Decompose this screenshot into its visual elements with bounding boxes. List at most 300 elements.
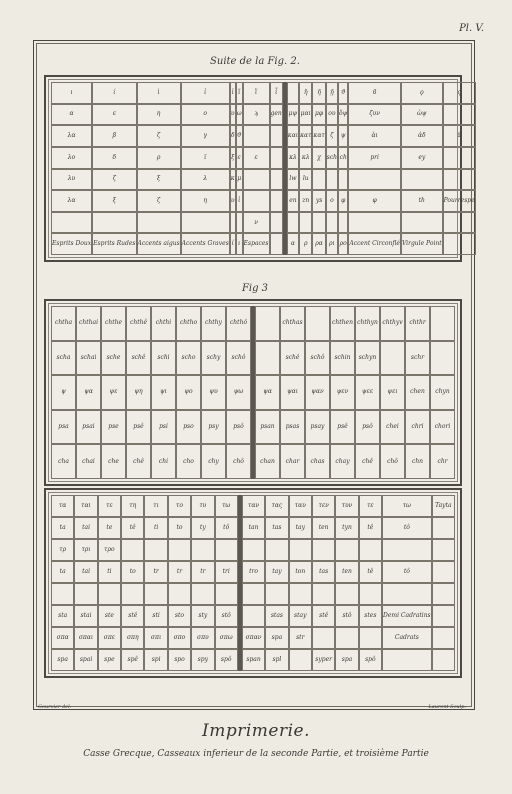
type-compartment: ϊ bbox=[181, 147, 230, 169]
type-compartment: ψυ bbox=[201, 375, 226, 410]
type-compartment: ἶ bbox=[270, 82, 283, 104]
type-compartment: spe bbox=[98, 649, 121, 671]
type-compartment: Virgule Point bbox=[401, 233, 443, 255]
type-compartment bbox=[236, 212, 243, 234]
type-compartment bbox=[443, 233, 476, 255]
type-compartment: τρο bbox=[98, 539, 121, 561]
type-compartment: σπω bbox=[215, 627, 238, 649]
type-compartment bbox=[265, 539, 288, 561]
type-compartment: psô bbox=[226, 410, 251, 445]
type-compartment: stê bbox=[121, 605, 144, 627]
type-compartment bbox=[181, 212, 230, 234]
type-compartment bbox=[242, 539, 265, 561]
type-compartment bbox=[144, 583, 167, 605]
type-compartment: ῇ bbox=[326, 82, 338, 104]
type-compartment: tai bbox=[74, 561, 97, 583]
type-compartment: chtho bbox=[176, 306, 201, 341]
type-compartment: sta bbox=[51, 605, 74, 627]
type-compartment: ψει bbox=[380, 375, 405, 410]
type-compartment: psê bbox=[126, 410, 151, 445]
type-compartment: spl bbox=[265, 649, 288, 671]
type-compartment bbox=[359, 583, 382, 605]
type-compartment bbox=[270, 190, 283, 212]
type-compartment: ὄψ bbox=[338, 104, 348, 126]
type-compartment: τε bbox=[359, 495, 382, 517]
type-compartment bbox=[312, 212, 325, 234]
type-compartment: tyn bbox=[335, 517, 358, 539]
type-compartment: τε bbox=[98, 495, 121, 517]
type-compartment: zn bbox=[299, 190, 312, 212]
type-compartment: cha bbox=[51, 444, 76, 479]
plate-subtitle: Casse Grecque, Casseaux inferieur de la seconde Partie, et troisième Partie bbox=[83, 749, 429, 759]
type-compartment: stes bbox=[359, 605, 382, 627]
type-compartment: chê bbox=[126, 444, 151, 479]
type-compartment: ten bbox=[335, 561, 358, 583]
type-compartment: λα bbox=[51, 190, 92, 212]
type-compartment: ψ bbox=[338, 125, 348, 147]
type-compartment: ρ bbox=[299, 233, 312, 255]
type-compartment: chthen bbox=[330, 306, 355, 341]
type-compartment: spa bbox=[335, 649, 358, 671]
type-compartment: tô bbox=[215, 517, 238, 539]
type-compartment: tô bbox=[382, 517, 432, 539]
type-compartment: ε bbox=[243, 147, 270, 169]
type-compartment: ι bbox=[236, 233, 243, 255]
type-compartment: en bbox=[287, 190, 299, 212]
type-compartment bbox=[287, 82, 299, 104]
type-compartment: spo bbox=[168, 649, 191, 671]
type-compartment: tai bbox=[74, 517, 97, 539]
type-compartment bbox=[243, 190, 270, 212]
type-compartment: sti bbox=[144, 605, 167, 627]
type-compartment: τρι bbox=[74, 539, 97, 561]
type-compartment: chthê bbox=[126, 306, 151, 341]
type-compartment: ψο bbox=[176, 375, 201, 410]
type-compartment: chthyn bbox=[355, 306, 380, 341]
type-compartment: scho bbox=[176, 341, 201, 376]
type-compartment: ε bbox=[92, 104, 136, 126]
type-compartment: ys bbox=[312, 190, 325, 212]
type-compartment: τρ bbox=[51, 539, 74, 561]
type-compartment: Accent Circonflé bbox=[348, 233, 401, 255]
type-compartment bbox=[335, 539, 358, 561]
type-compartment: schê bbox=[126, 341, 151, 376]
type-compartment: schyn bbox=[355, 341, 380, 376]
type-compartment: lu bbox=[299, 169, 312, 191]
fig3-lower-grid bbox=[51, 495, 455, 671]
type-compartment: chô bbox=[380, 444, 405, 479]
type-compartment bbox=[312, 169, 325, 191]
type-compartment bbox=[432, 605, 455, 627]
type-compartment bbox=[348, 169, 401, 191]
type-compartment: tri bbox=[215, 561, 238, 583]
type-compartment: ψαι bbox=[280, 375, 305, 410]
type-compartment bbox=[432, 561, 455, 583]
plate-title: Imprimerie. bbox=[202, 721, 310, 741]
type-compartment bbox=[432, 517, 455, 539]
type-compartment: psy bbox=[201, 410, 226, 445]
type-compartment bbox=[287, 212, 299, 234]
type-compartment bbox=[432, 539, 455, 561]
type-compartment bbox=[401, 169, 443, 191]
type-compartment: chy bbox=[201, 444, 226, 479]
type-compartment: tro bbox=[242, 561, 265, 583]
type-compartment: te bbox=[98, 517, 121, 539]
type-compartment: chê bbox=[355, 444, 380, 479]
type-compartment: σπαν bbox=[242, 627, 265, 649]
type-compartment: schô bbox=[305, 341, 330, 376]
type-compartment: spô bbox=[359, 649, 382, 671]
type-compartment: Tayta bbox=[432, 495, 455, 517]
type-compartment: ψεε bbox=[355, 375, 380, 410]
type-compartment: μφ bbox=[312, 104, 325, 126]
type-compartment: ti bbox=[144, 517, 167, 539]
type-compartment: tay bbox=[289, 517, 312, 539]
type-compartment: Cadrats bbox=[382, 627, 432, 649]
type-compartment: ρο bbox=[338, 233, 348, 255]
type-compartment: ψε bbox=[101, 375, 126, 410]
type-compartment: τω bbox=[215, 495, 238, 517]
type-compartment: tô bbox=[382, 561, 432, 583]
type-compartment bbox=[443, 169, 476, 191]
type-compartment: ψα bbox=[76, 375, 101, 410]
type-compartment: schê bbox=[280, 341, 305, 376]
type-compartment: ψ bbox=[51, 375, 76, 410]
type-compartment: σπαι bbox=[74, 627, 97, 649]
type-compartment: ξ bbox=[92, 190, 136, 212]
type-compartment: ῆ bbox=[312, 82, 325, 104]
type-compartment: ψα bbox=[255, 375, 280, 410]
type-compartment bbox=[312, 627, 335, 649]
type-compartment: ἀι bbox=[348, 125, 401, 147]
plate-number: Pl. V. bbox=[459, 23, 484, 34]
fig2-case bbox=[44, 75, 475, 262]
type-compartment: ϡ bbox=[243, 104, 270, 126]
type-compartment: psan bbox=[255, 410, 280, 445]
type-compartment: psê bbox=[330, 410, 355, 445]
type-compartment: γ bbox=[181, 125, 230, 147]
type-compartment bbox=[191, 583, 214, 605]
type-compartment bbox=[326, 212, 338, 234]
type-compartment bbox=[265, 583, 288, 605]
type-compartment bbox=[168, 539, 191, 561]
type-compartment: β bbox=[92, 125, 136, 147]
type-compartment: ν bbox=[243, 212, 270, 234]
type-compartment: ται bbox=[74, 495, 97, 517]
type-compartment: ψι bbox=[151, 375, 176, 410]
type-compartment: psô bbox=[355, 410, 380, 445]
type-compartment: tê bbox=[121, 517, 144, 539]
type-compartment: σπο bbox=[168, 627, 191, 649]
type-compartment bbox=[243, 169, 270, 191]
type-compartment: ste bbox=[98, 605, 121, 627]
type-compartment: ε bbox=[236, 147, 243, 169]
type-compartment: ϙ bbox=[401, 82, 443, 104]
type-compartment: ch bbox=[338, 147, 348, 169]
type-compartment: ten bbox=[312, 517, 335, 539]
type-compartment: syper bbox=[312, 649, 335, 671]
type-compartment: schr bbox=[405, 341, 430, 376]
type-compartment bbox=[432, 627, 455, 649]
type-compartment bbox=[443, 104, 476, 126]
type-compartment: chei bbox=[380, 410, 405, 445]
type-compartment: ρα bbox=[312, 233, 325, 255]
type-compartment: psa bbox=[51, 410, 76, 445]
type-compartment: το bbox=[168, 495, 191, 517]
type-compartment bbox=[74, 583, 97, 605]
type-compartment: chri bbox=[405, 410, 430, 445]
type-compartment: ψαν bbox=[305, 375, 330, 410]
type-compartment: spy bbox=[191, 649, 214, 671]
type-compartment bbox=[168, 583, 191, 605]
type-compartment: ϛ bbox=[443, 82, 476, 104]
fig2-grid bbox=[51, 82, 475, 255]
type-compartment: ω bbox=[236, 104, 243, 126]
type-compartment: ο bbox=[326, 190, 338, 212]
type-compartment: lw bbox=[287, 169, 299, 191]
type-compartment: λυ bbox=[51, 169, 92, 191]
type-compartment bbox=[382, 583, 432, 605]
type-compartment: ζ bbox=[92, 169, 136, 191]
type-compartment: chthy bbox=[201, 306, 226, 341]
type-compartment: τη bbox=[121, 495, 144, 517]
type-compartment bbox=[326, 169, 338, 191]
type-compartment bbox=[443, 212, 476, 234]
type-compartment: η bbox=[181, 190, 230, 212]
type-compartment: spi bbox=[144, 649, 167, 671]
type-compartment: gen bbox=[270, 104, 283, 126]
type-compartment: ί bbox=[230, 233, 236, 255]
type-compartment: stô bbox=[215, 605, 238, 627]
type-compartment bbox=[242, 583, 265, 605]
type-compartment: κατ bbox=[312, 125, 325, 147]
type-compartment: spê bbox=[121, 649, 144, 671]
type-compartment: Demi Cadratins bbox=[382, 605, 432, 627]
type-compartment: τα bbox=[51, 495, 74, 517]
type-compartment: sty bbox=[191, 605, 214, 627]
type-compartment: υ bbox=[230, 104, 236, 126]
type-compartment bbox=[98, 583, 121, 605]
type-compartment: ψεν bbox=[330, 375, 355, 410]
type-compartment: chthas bbox=[280, 306, 305, 341]
fig2-caption: Suite de la Fig. 2. bbox=[210, 56, 300, 67]
type-compartment: ταν bbox=[242, 495, 265, 517]
type-compartment bbox=[137, 212, 181, 234]
type-compartment: tê bbox=[359, 561, 382, 583]
type-compartment: τυ bbox=[191, 495, 214, 517]
type-compartment: chori bbox=[430, 410, 455, 445]
engraver-right: Laurent Sculp. bbox=[428, 704, 466, 710]
type-compartment: α bbox=[287, 233, 299, 255]
type-compartment: chthyv bbox=[380, 306, 405, 341]
type-compartment: chas bbox=[305, 444, 330, 479]
type-compartment: stas bbox=[265, 605, 288, 627]
type-compartment: spa bbox=[51, 649, 74, 671]
type-compartment: psai bbox=[76, 410, 101, 445]
type-compartment bbox=[270, 233, 283, 255]
type-compartment: υ bbox=[230, 190, 236, 212]
type-compartment: chthai bbox=[76, 306, 101, 341]
type-compartment: ty bbox=[191, 517, 214, 539]
type-compartment: pri bbox=[348, 147, 401, 169]
type-compartment: χ bbox=[312, 147, 325, 169]
type-compartment bbox=[432, 649, 455, 671]
type-compartment: schi bbox=[151, 341, 176, 376]
type-compartment: ϑ bbox=[338, 82, 348, 104]
type-compartment bbox=[338, 169, 348, 191]
type-compartment: tan bbox=[242, 517, 265, 539]
type-compartment: ί bbox=[92, 82, 136, 104]
type-compartment: chthr bbox=[405, 306, 430, 341]
type-compartment bbox=[121, 539, 144, 561]
type-compartment bbox=[382, 649, 432, 671]
type-compartment: stai bbox=[74, 605, 97, 627]
type-compartment bbox=[270, 147, 283, 169]
type-compartment: psay bbox=[305, 410, 330, 445]
type-compartment: schy bbox=[201, 341, 226, 376]
type-compartment: Espaces bbox=[243, 233, 270, 255]
type-compartment: Accents aigus bbox=[137, 233, 181, 255]
type-compartment bbox=[382, 539, 432, 561]
type-compartment: pse bbox=[101, 410, 126, 445]
type-compartment: schai bbox=[76, 341, 101, 376]
type-compartment: chyn bbox=[430, 375, 455, 410]
type-compartment: chô bbox=[226, 444, 251, 479]
fig3-upper-case bbox=[44, 299, 462, 486]
type-compartment: φ bbox=[348, 190, 401, 212]
type-compartment: chr bbox=[430, 444, 455, 479]
type-compartment: κατ bbox=[299, 125, 312, 147]
type-compartment bbox=[242, 605, 265, 627]
type-compartment: ρ bbox=[137, 147, 181, 169]
type-compartment: schô bbox=[226, 341, 251, 376]
type-compartment: μψ bbox=[287, 104, 299, 126]
type-compartment: spô bbox=[215, 649, 238, 671]
type-compartment: tr bbox=[168, 561, 191, 583]
type-compartment bbox=[299, 212, 312, 234]
type-compartment: σπε bbox=[98, 627, 121, 649]
type-compartment bbox=[289, 583, 312, 605]
type-compartment: chn bbox=[405, 444, 430, 479]
type-compartment: str bbox=[289, 627, 312, 649]
type-compartment: ϐ bbox=[348, 82, 401, 104]
type-compartment bbox=[430, 306, 455, 341]
type-compartment: σπη bbox=[121, 627, 144, 649]
type-compartment: chthe bbox=[101, 306, 126, 341]
type-compartment: μ bbox=[236, 169, 243, 191]
type-compartment: sche bbox=[101, 341, 126, 376]
type-compartment: κλ bbox=[299, 147, 312, 169]
type-compartment: tay bbox=[265, 561, 288, 583]
type-compartment bbox=[255, 306, 280, 341]
type-compartment: ψη bbox=[126, 375, 151, 410]
fig3-caption: Fig 3 bbox=[241, 283, 269, 294]
type-compartment: tas bbox=[312, 561, 335, 583]
type-compartment: σπα bbox=[51, 627, 74, 649]
type-compartment: ton bbox=[289, 561, 312, 583]
type-compartment bbox=[432, 583, 455, 605]
type-compartment: α bbox=[51, 104, 92, 126]
type-compartment: Pourrespe bbox=[443, 190, 476, 212]
type-compartment bbox=[51, 583, 74, 605]
type-compartment: λ bbox=[181, 169, 230, 191]
type-compartment bbox=[312, 539, 335, 561]
type-compartment: chay bbox=[330, 444, 355, 479]
type-compartment: ey bbox=[401, 147, 443, 169]
type-compartment: ζ bbox=[137, 125, 181, 147]
type-compartment: λα bbox=[51, 125, 92, 147]
type-compartment bbox=[430, 341, 455, 376]
type-compartment: psi bbox=[151, 410, 176, 445]
type-compartment: ϑ bbox=[236, 125, 243, 147]
type-compartment: τας bbox=[265, 495, 288, 517]
type-compartment: ζ bbox=[137, 190, 181, 212]
type-compartment: ἰ bbox=[236, 190, 243, 212]
type-compartment: τυν bbox=[335, 495, 358, 517]
type-compartment bbox=[338, 212, 348, 234]
type-compartment: sch bbox=[326, 147, 338, 169]
type-compartment: ζυν bbox=[348, 104, 401, 126]
type-compartment bbox=[305, 306, 330, 341]
type-compartment: schin bbox=[330, 341, 355, 376]
type-compartment: ου bbox=[326, 104, 338, 126]
type-compartment bbox=[380, 341, 405, 376]
type-compartment: stê bbox=[312, 605, 335, 627]
type-compartment: δ bbox=[230, 125, 236, 147]
type-compartment: ταυ bbox=[289, 495, 312, 517]
type-compartment: ta bbox=[51, 561, 74, 583]
type-compartment: spa bbox=[265, 627, 288, 649]
type-compartment: κ bbox=[230, 169, 236, 191]
type-compartment: ti bbox=[98, 561, 121, 583]
type-compartment: sto bbox=[168, 605, 191, 627]
fig3-upper-grid bbox=[51, 306, 455, 479]
type-compartment: ἢ bbox=[299, 82, 312, 104]
type-compartment bbox=[215, 539, 238, 561]
type-compartment: to bbox=[168, 517, 191, 539]
type-compartment: cho bbox=[176, 444, 201, 479]
type-compartment: η bbox=[137, 104, 181, 126]
type-compartment: μαι bbox=[299, 104, 312, 126]
type-compartment: ξ bbox=[137, 169, 181, 191]
type-compartment: σπυ bbox=[191, 627, 214, 649]
type-compartment: ἀδ bbox=[401, 125, 443, 147]
type-compartment bbox=[348, 212, 401, 234]
type-compartment bbox=[270, 169, 283, 191]
type-compartment: τεν bbox=[312, 495, 335, 517]
type-compartment: λο bbox=[51, 147, 92, 169]
type-compartment: τω bbox=[382, 495, 432, 517]
type-compartment: ο bbox=[181, 104, 230, 126]
type-compartment bbox=[191, 539, 214, 561]
type-compartment: chtha bbox=[51, 306, 76, 341]
type-compartment: και bbox=[287, 125, 299, 147]
type-compartment: ι bbox=[51, 82, 92, 104]
type-compartment: δ bbox=[92, 147, 136, 169]
type-compartment bbox=[51, 212, 92, 234]
engraver-left: Gourvier del. bbox=[38, 704, 72, 710]
type-compartment: ρι bbox=[326, 233, 338, 255]
type-compartment: Esprits Doux bbox=[51, 233, 92, 255]
type-compartment bbox=[359, 627, 382, 649]
type-compartment: chi bbox=[151, 444, 176, 479]
type-compartment: chai bbox=[76, 444, 101, 479]
type-compartment: ὠψ bbox=[401, 104, 443, 126]
type-compartment: tr bbox=[144, 561, 167, 583]
type-compartment bbox=[312, 583, 335, 605]
type-compartment: ζ bbox=[326, 125, 338, 147]
type-compartment bbox=[92, 212, 136, 234]
